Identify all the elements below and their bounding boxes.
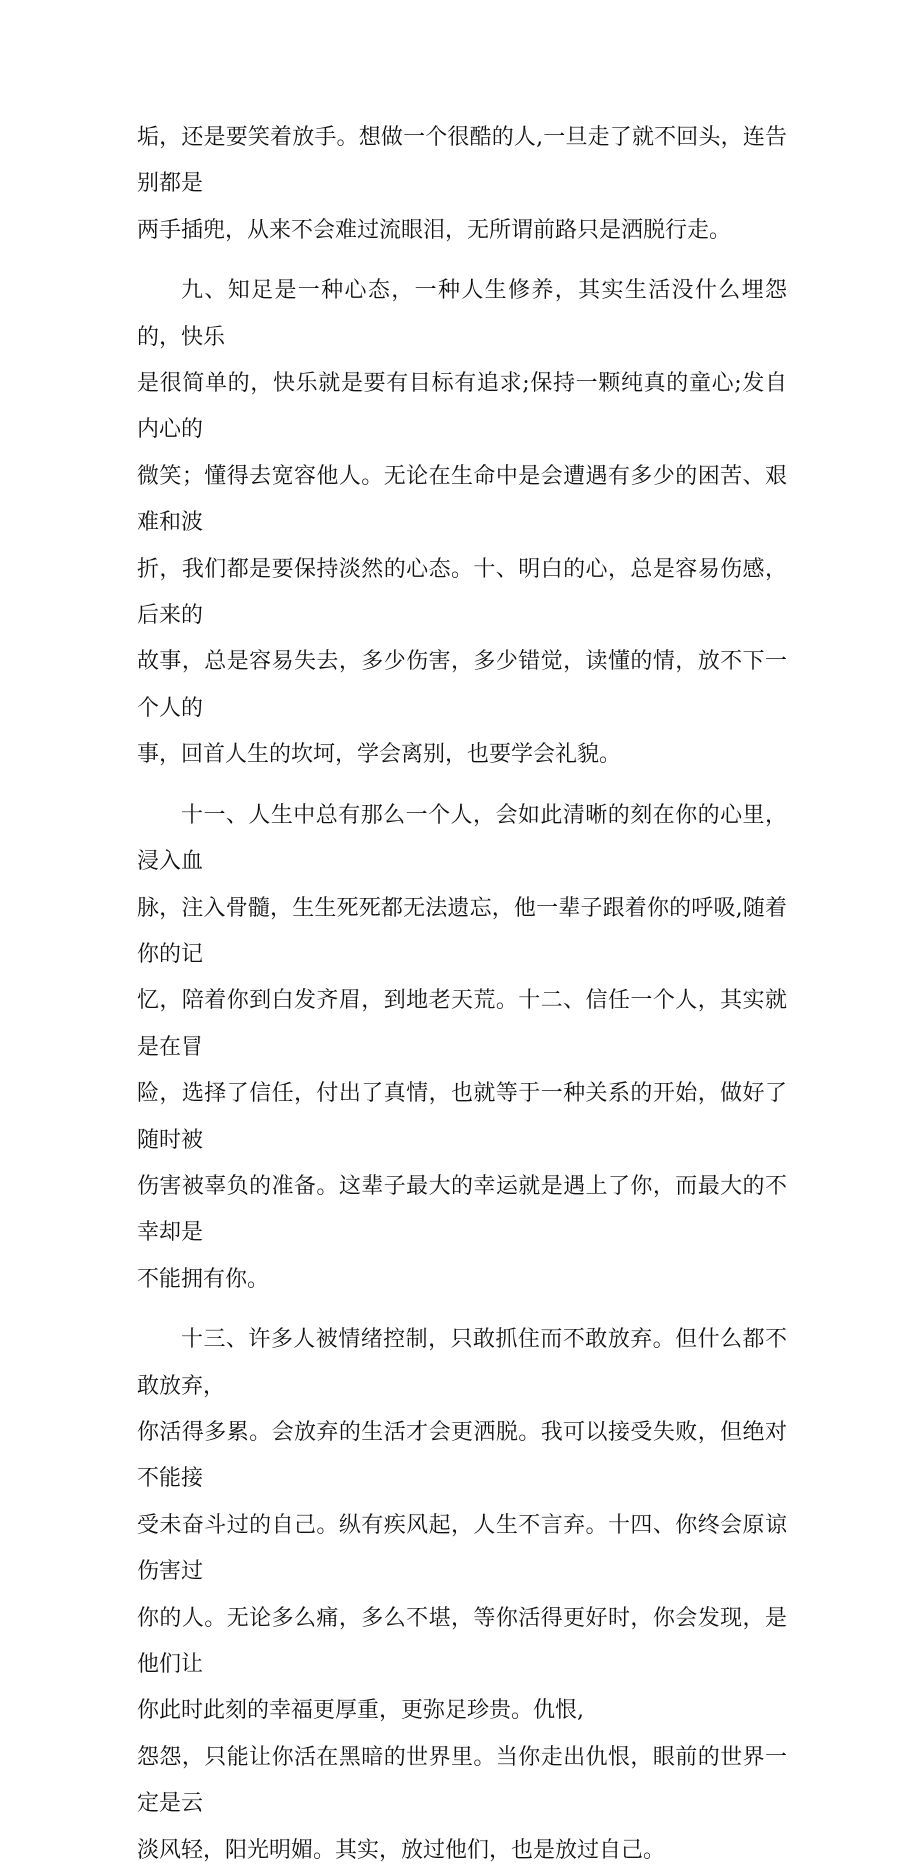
text-line: 事，回首人生的坎坷，学会离别，也要学会礼貌。 bbox=[137, 742, 622, 768]
text-line: 脉，注入骨髓，生生死死都无法遗忘，他一辈子跟着你的呼吸,随着你的记 bbox=[137, 895, 787, 967]
text-line: 你活得多累。会放弃的生活才会更洒脱。我可以接受失败，但绝对不能接 bbox=[137, 1419, 787, 1492]
text-line: 故事，总是容易失去，多少伤害，多少错觉，读懂的情，放不下一个人的 bbox=[137, 649, 787, 721]
paragraph-eleven-twelve bbox=[137, 793, 787, 1303]
text-line: 不能拥有你。 bbox=[137, 1266, 270, 1292]
text-line: 微笑；懂得去宽容他人。无论在生命中是会遭遇有多少的困苦、艰难和波 bbox=[137, 463, 787, 536]
text-line: 你此时此刻的幸福更厚重，更弥足珍贵。仇恨, bbox=[137, 1698, 584, 1724]
text-line: 伤害被辜负的准备。这辈子最大的幸运就是遇上了你，而最大的不幸却是 bbox=[137, 1173, 787, 1246]
text-line: 你的人。无论多么痛，多么不堪，等你活得更好时，你会发现，是他们让 bbox=[137, 1605, 787, 1677]
text-line: 两手插兜，从来不会难过流眼泪，无所谓前路只是洒脱行走。 bbox=[137, 217, 732, 243]
paragraph-continuation bbox=[137, 115, 787, 254]
text-line: 淡风轻，阳光明媚。其实，放过他们，也是放过自己。 bbox=[137, 1837, 666, 1863]
text-line: 受未奋斗过的自己。纵有疾风起，人生不言弃。十四、你终会原谅伤害过 bbox=[137, 1512, 787, 1585]
text-line: 忆，陪着你到白发齐眉，到地老天荒。十二、信任一个人，其实就是在冒 bbox=[137, 988, 787, 1060]
document-body bbox=[137, 115, 787, 1874]
text-line: 十三、许多人被情绪控制，只敢抓住而不敢放弃。但什么都不敢放弃， bbox=[137, 1327, 787, 1399]
text-line: 十一、人生中总有那么一个人，会如此清晰的刻在你的心里，浸入血 bbox=[137, 802, 787, 875]
paragraph-nine-ten bbox=[137, 268, 787, 778]
text-line: 是很简单的，快乐就是要有目标有追求;保持一颗纯真的童心;发自内心的 bbox=[137, 371, 787, 443]
text-line: 九、知足是一种心态，一种人生修养，其实生活没什么埋怨的，快乐 bbox=[137, 278, 787, 350]
paragraph-thirteen-fourteen bbox=[137, 1317, 787, 1735]
text-line: 折，我们都是要保持淡然的心态。十、明白的心，总是容易伤感，后来的 bbox=[137, 556, 787, 629]
text-line: 怨怨，只能让你活在黑暗的世界里。当你走出仇恨，眼前的世界一定是云 bbox=[137, 1744, 787, 1817]
text-line: 险，选择了信任，付出了真情，也就等于一种关系的开始，做好了随时被 bbox=[137, 1081, 787, 1153]
paragraph-closing bbox=[137, 1735, 787, 1874]
text-line: 垢，还是要笑着放手。想做一个很酷的人,一旦走了就不回头，连告别都是 bbox=[137, 125, 787, 197]
